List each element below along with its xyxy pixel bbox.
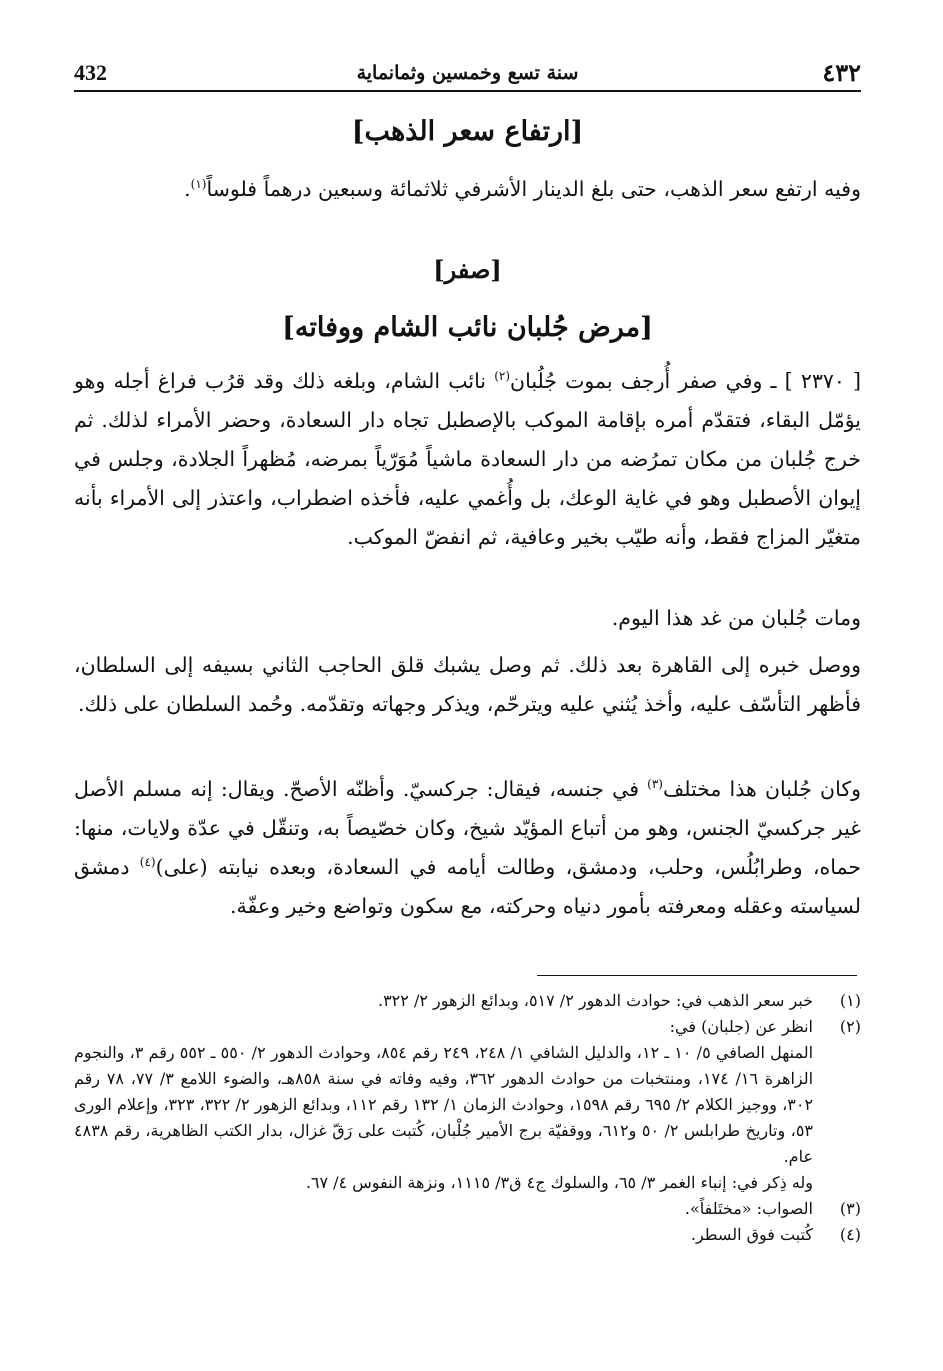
footnote-divider	[537, 975, 857, 976]
footnotes	[74, 988, 861, 1248]
gold-end: .	[184, 177, 191, 201]
julban-text-b: نائب الشام، وبلغه ذلك وقد قرُب فراغ أجله وهو يؤمّل البقاء، فتقدّم أمره بإقامة الموكب بالإصطبل تجاه دار السعادة، وحضر الأمراء لذلك. ثم خرج جُلبان من مكان تمرُضه من دار السعادة ماشياً مُوَرّياً بمرضه، مُظهراً الجلادة، وجلس في إيوان الأصطبل وهو في غاية الوعك، بل وأُغمي عليه، فأخذه اضطراب، واعتذر إلى الأمراء بأنه متغيّر المزاج فقط، وأنه طيّب بخير وعافية، ثم انفضّ الموكب.	[74, 369, 861, 549]
paragraph-origin	[74, 770, 861, 926]
footnote-item	[74, 1222, 861, 1248]
footnote-number: (٣)	[839, 1199, 861, 1218]
page-number-latin: 432	[74, 60, 107, 85]
footnote-number: (١)	[839, 991, 861, 1010]
paragraph-gold-price	[74, 170, 861, 209]
heading-julban-death: [مرض جُلبان نائب الشام ووفاته]	[282, 312, 653, 343]
footnote-sources-extra: وله ذِكر في: إنباء الغمر ٣/ ٦٥، والسلوك ج٤ ق٣/ ١١١٥، ونزهة النفوس ٤/ ٦٧.	[305, 1173, 813, 1192]
footnote-item	[74, 988, 861, 1014]
entry-number: [ ٢٣٧٠ ]	[784, 369, 862, 393]
page-number-arabic: ٤٣٢	[822, 58, 861, 87]
paragraph-death: ومات جُلبان من غد هذا اليوم.	[611, 606, 861, 630]
running-title: سنة تسع وخمسين وثمانماية	[356, 62, 579, 84]
footnote-text: خبر سعر الذهب في: حوادث الدهور ٢/ ٥١٧، وبدائع الزهور ٢/ ٣٢٢.	[377, 991, 813, 1010]
footnote-item	[74, 1196, 861, 1222]
julban-text-a: ـ وفي صفر أُرجف بموت جُلُبان	[510, 369, 777, 393]
footnote-sources: المنهل الصافي ٥/ ١٠ ـ ١٢، والدليل الشافي ١/ ٢٤٨، ٢٤٩ رقم ٨٥٤، وحوادث الدهور ٢/ ٥٥٠ ـ ٥٥٢ رقم ٣، والنجوم الزاهرة ١٦/ ١٧٤، ومنتخبات من حوادث الدهور ٣٦٢، وفيه وفاته في سنة ٨٥٨هـ، والضوء اللامع ٣/ ٧٧، ٧٨ رقم ٣٠٢، ووجيز الكلام ٢/ ٦٩٥ رقم ١٥٩٨، وحوادث الزمان ١/ ١٣٢ رقم ١١٢، وبدائع الزهور ٢/ ٣٢٢، ٣٢٣، وإعلام الورى ٥٣، وتاريخ طرابلس ٢/ ٥٠ و٦١٢، ووقفيّة برج الأمير جُلْبان، كُتبت على رَقّ غزال، بدار الكتب الظاهرية، رقم ٤٨٣٨ عام.	[74, 1043, 814, 1166]
origin-text-a: وكان جُلبان هذا مختلف	[662, 777, 861, 801]
footnote-text: كُتبت فوق السطر.	[690, 1225, 813, 1244]
footnote-text: انظر عن (جلبان) في:	[669, 1017, 813, 1036]
gold-text: وفيه ارتفع سعر الذهب، حتى بلغ الدينار الأشرفي ثلاثمائة وسبعين درهماً فلوساً	[206, 177, 861, 201]
footnote-item	[74, 1014, 861, 1040]
footnote-number: (٢)	[839, 1017, 861, 1036]
heading-month-safar: [صفر]	[433, 255, 502, 284]
paragraph-julban-illness	[74, 362, 861, 557]
origin-text-b: في جنسه، فيقال: جركسيّ. وأظنّه الأصحّ. ويقال: إنه مسلم الأصل غير جركسيّ الجنس، وهو من أتباع المؤيّد شيخ، وكان خصّيصاً به، وتنقّل في عدّة ولايات، منها: حماه، وطرابُلُس، وحلب، ودمشق، وطالت أيامه في السعادة، وبعده نيابته (على)	[74, 777, 861, 879]
footnote-text: الصواب: «مختَلفاً».	[684, 1199, 813, 1218]
heading-gold-price: [ارتفاع سعر الذهب]	[351, 116, 584, 147]
page-header	[74, 56, 861, 92]
paragraph-news: ووصل خبره إلى القاهرة بعد ذلك. ثم وصل يشبك قلق الحاجب الثاني بسيفه إلى السلطان، فأظهر التأسّف عليه، وأخذ يُثني عليه ويترحّم، ويذكر وجهاته وتقدّمه. وحُمد السلطان على ذلك.	[74, 653, 861, 716]
origin-text-c: دمشق لسياسته وعقله ومعرفته بأمور دنياه وحركته، مع سكون وتواضع وخير وعفّة.	[74, 855, 861, 918]
footnote-number: (٤)	[839, 1225, 861, 1244]
footnote-ref-3: (٣)	[647, 777, 663, 792]
footnote-ref-2: (٢)	[494, 369, 511, 384]
footnote-ref-4: (٤)	[139, 855, 156, 870]
footnote-ref-1: (١)	[190, 177, 207, 192]
